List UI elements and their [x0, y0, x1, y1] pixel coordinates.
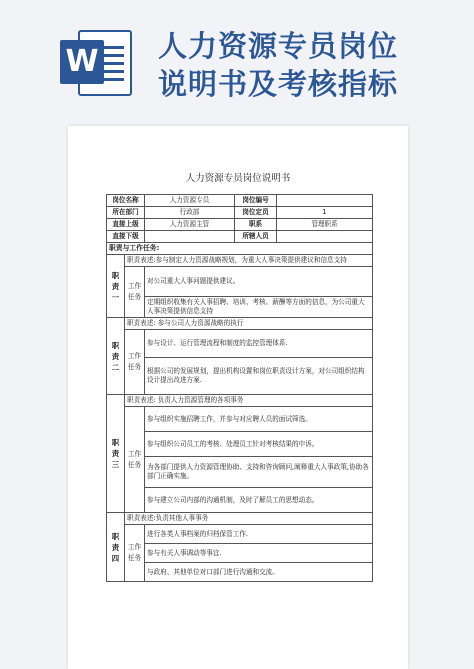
rank-value: 管理职系: [277, 219, 373, 231]
table-row: [107, 318, 373, 330]
table-row: [107, 330, 373, 358]
document-title: 人力资源专员岗位说明书: [185, 173, 291, 184]
table-row: [107, 525, 373, 544]
table-row: [107, 407, 373, 432]
table-row: [107, 219, 373, 231]
table-row: [107, 267, 373, 297]
duty-4-task-label: 工作 任务: [125, 525, 145, 582]
dept-label: 所在部门: [107, 207, 145, 219]
duty-4-task-2: 参与有关人事调动等事宜.: [145, 544, 373, 563]
duty-2-task-1: 参与设计、运行管理流程和制度的监控管理体系.: [145, 330, 373, 358]
duty-4-label: 职 责 四: [107, 513, 125, 582]
duty-2-label: 职 责 二: [107, 318, 125, 395]
duty-3-task-1: 参与组织实施招聘工作，并参与对应聘人员的面试筛选。: [145, 407, 373, 432]
superior-label: 直接上级: [107, 219, 145, 231]
duty-4-summary: 职责表述:负责其他人事事务: [125, 513, 373, 525]
duty-1-task-2: 定期组织收集有关人事招聘、培训、考核、薪酬等方面的信息，为公司重大人事决策提供信息支持: [145, 297, 373, 318]
rank-label: 职系: [235, 219, 277, 231]
duty-1-label: 职 责 一: [107, 255, 125, 318]
table-row: [107, 358, 373, 395]
duty-3-label: 职 责 三: [107, 395, 125, 513]
duty-1-task-1: 对公司重大人事问题提供建议。: [145, 267, 373, 297]
post-code-value: [277, 195, 373, 207]
table-row: [107, 297, 373, 318]
superior-value: 人力资源主管: [145, 219, 235, 231]
job-description-table: [106, 194, 373, 582]
table-row: [107, 457, 373, 488]
duty-4-task-3: 与政府、其他单位对口部门进行沟通和交流。: [145, 563, 373, 582]
governed-label: 所辖人员: [235, 231, 277, 243]
subordinate-label: 直接下级: [107, 231, 145, 243]
duty-2-summary: 职责表述: 参与公司人力资源战略的执行: [125, 318, 373, 330]
duty-3-task-3: 为各部门提供人力资源管理协助、支持和咨询顾问,阐释重大人事政策,协助各部门正确实施。: [145, 457, 373, 488]
dept-value: 行政部: [145, 207, 235, 219]
subordinate-value: [145, 231, 235, 243]
page-title-line-1: 人力资源专员岗位: [158, 29, 399, 63]
table-row: [107, 207, 373, 219]
document-page: [68, 126, 408, 669]
duty-4-task-1: 进行各类人事档案的归档保管工作.: [145, 525, 373, 544]
table-row: [107, 243, 373, 255]
post-name-value: 人力资源专员: [145, 195, 235, 207]
page-title-line-2: 说明书及考核指标: [158, 67, 399, 101]
duty-3-summary: 职责表述: 负责人力资源管理的各项事务: [125, 395, 373, 407]
quota-label: 岗位定员: [235, 207, 277, 219]
duties-header: 职责与工作任务:: [107, 243, 373, 255]
post-code-label: 岗位编号: [235, 195, 277, 207]
quota-value: 1: [277, 207, 373, 219]
duty-2-task-2: 根据公司的发展规划，提出机构设置和岗位职责设计方案，对公司组织结构设计提出改进方案.: [145, 358, 373, 395]
duty-3-task-4: 参与建立公司内部的沟通机制，及时了解员工的思想动态。: [145, 488, 373, 513]
table-row: [107, 395, 373, 407]
table-row: [107, 488, 373, 513]
word-document-icon: [60, 24, 134, 98]
table-row: [107, 195, 373, 207]
word-letter-badge: W: [60, 40, 104, 84]
duty-3-task-label: 工作 任务: [125, 407, 145, 513]
table-row: [107, 432, 373, 457]
duty-2-task-label: 工作 任务: [125, 330, 145, 395]
table-row: [107, 231, 373, 243]
duty-1-summary: 职责表述:参与制定人力资源战略规划，为重大人事决策提供建议和信息支持: [125, 255, 373, 267]
table-row: [107, 544, 373, 563]
table-row: [107, 563, 373, 582]
header-banner: [0, 0, 474, 112]
table-row: [107, 255, 373, 267]
governed-value: [277, 231, 373, 243]
post-name-label: 岗位名称: [107, 195, 145, 207]
table-row: [107, 513, 373, 525]
duty-3-task-2: 参与组织公司员工的考核、处理员工针对考核结果的申诉。: [145, 432, 373, 457]
duty-1-task-label: 工作 任务: [125, 267, 145, 318]
